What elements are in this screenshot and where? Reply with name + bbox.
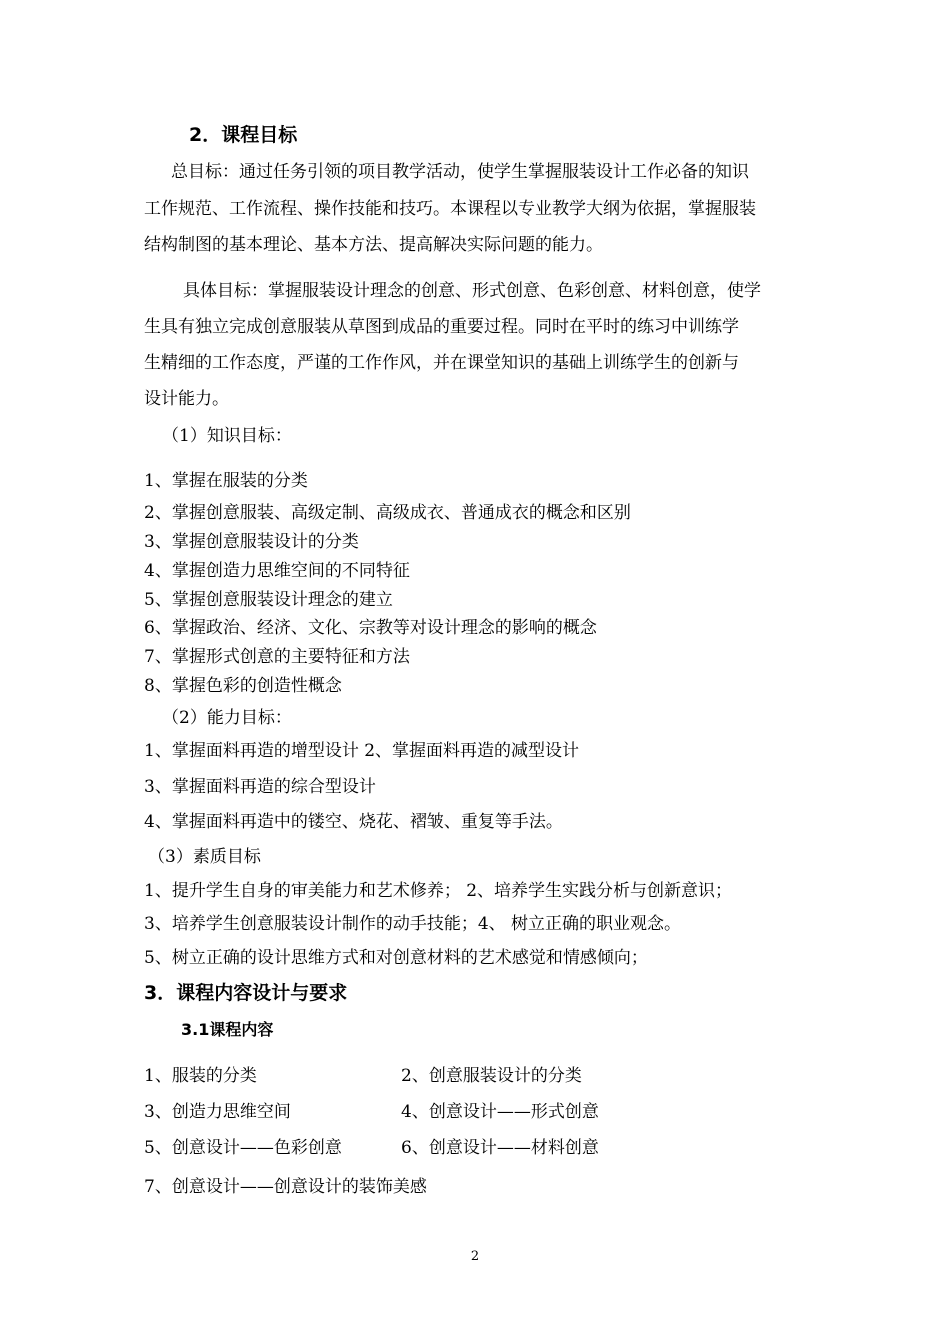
overall-goal-line-1: 总目标：通过任务引领的项目教学活动，使学生掌握服装设计工作必备的知识 [171,162,749,182]
quality-item: 1、提升学生自身的审美能力和艺术修养； 2、培养学生实践分析与创新意识； [144,881,733,901]
ability-item: 1、掌握面料再造的增型设计 2、掌握面料再造的减型设计 [144,741,580,761]
content-item: 6、创意设计——材料创意 [401,1138,599,1158]
knowledge-item: 4、掌握创造力思维空间的不同特征 [144,561,410,581]
quality-goals-title: （3）素质目标 [148,847,261,867]
content-item: 4、创意设计——形式创意 [401,1102,599,1122]
content-item: 7、创意设计——创意设计的装饰美感 [144,1177,427,1197]
overall-goal-line-2: 工作规范、工作流程、操作技能和技巧。本课程以专业教学大纲为依据，掌握服装 [144,199,756,219]
content-item: 5、创意设计——色彩创意 [144,1138,342,1158]
content-item: 2、创意服装设计的分类 [401,1066,582,1086]
content-item: 3、创造力思维空间 [144,1102,291,1122]
page-number: 2 [470,1249,480,1264]
knowledge-item: 1、掌握在服装的分类 [144,471,308,491]
quality-item: 3、培养学生创意服装设计制作的动手技能；4、 树立正确的职业观念。 [144,914,682,934]
specific-goal-line-2: 生具有独立完成创意服装从草图到成品的重要过程。同时在平时的练习中训练学 [144,317,739,337]
content-item: 1、服装的分类 [144,1066,257,1086]
knowledge-item: 3、掌握创意服装设计的分类 [144,532,359,552]
quality-item: 5、树立正确的设计思维方式和对创意材料的艺术感觉和情感倾向； [144,948,648,968]
section-heading-goals: 2．课程目标 [189,124,298,146]
knowledge-item: 8、掌握色彩的创造性概念 [144,676,342,696]
overall-goal-line-3: 结构制图的基本理论、基本方法、提高解决实际问题的能力。 [144,235,603,255]
section-heading-content: 3．课程内容设计与要求 [144,982,348,1004]
knowledge-goals-title: （1）知识目标： [162,426,292,446]
specific-goal-line-1: 具体目标：掌握服装设计理念的创意、形式创意、色彩创意、材料创意，使学 [183,281,761,301]
knowledge-item: 5、掌握创意服装设计理念的建立 [144,590,393,610]
specific-goal-line-3: 生精细的工作态度，严谨的工作作风，并在课堂知识的基础上训练学生的创新与 [144,353,739,373]
subsection-heading-content: 3.1课程内容 [181,1020,274,1039]
specific-goal-line-4: 设计能力。 [144,389,229,409]
knowledge-item: 6、掌握政治、经济、文化、宗教等对设计理念的影响的概念 [144,618,597,638]
knowledge-item: 2、掌握创意服装、高级定制、高级成衣、普通成衣的概念和区别 [144,503,631,523]
ability-goals-title: （2）能力目标： [162,708,292,728]
ability-item: 4、掌握面料再造中的镂空、烧花、褶皱、重复等手法。 [144,812,563,832]
knowledge-item: 7、掌握形式创意的主要特征和方法 [144,647,410,667]
ability-item: 3、掌握面料再造的综合型设计 [144,777,376,797]
